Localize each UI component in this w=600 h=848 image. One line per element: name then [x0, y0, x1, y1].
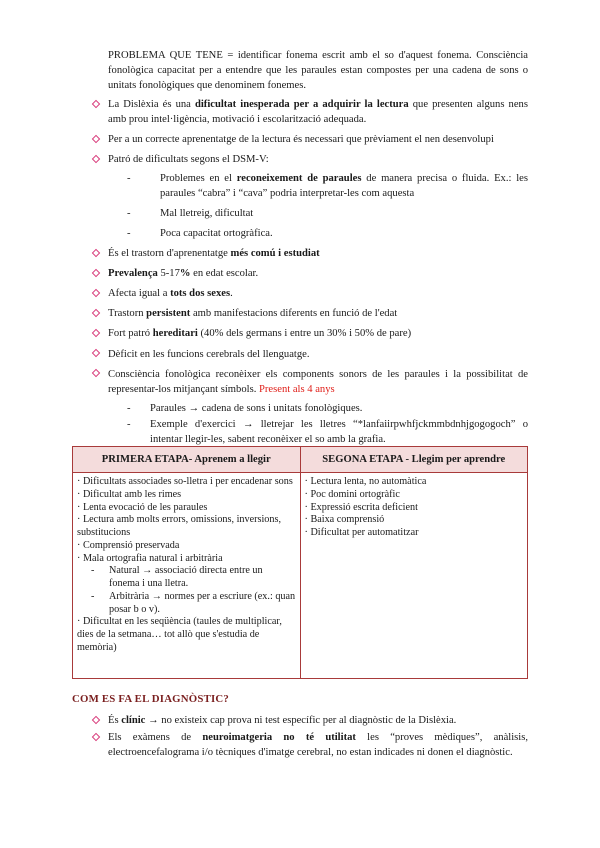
table-cell-primera: · Dificultats associades so-lletra i per encadenar sons · Dificultat amb les rimes · Lenta evocació de les paraules · Lectura amb molts errors, omissions, inversions, substitucions · Comprensió preservada · Mala ortografia natural i arbitrària - Natural → associació directa entre un fonema i una lletra. - Arbitrària → normes per a escriure (ex.: quan posar b o v). · Dificultat en les seqüència (taules de multiplicar, dies de la setmana… tot allò que s'estudia de memòria)	[73, 473, 301, 679]
sub-list-item: - Problemes en el reconeixement de paraules de manera precisa o fluida. Ex.: les paraules “cabra” i “cava” podria interpretar-les com aquesta	[127, 173, 528, 200]
diamond-bullet-icon	[92, 329, 100, 337]
table-header-row	[73, 447, 528, 473]
table-cell-segona: · Lectura lenta, no automàtica · Poc domini ortogràfic · Expressió escrita deficient · Baixa comprensió · Dificultat per automatitzar	[300, 473, 528, 679]
list-item: Dèficit en les funcions cerebrals del llenguatge.	[90, 347, 528, 362]
list-item: Fort patró hereditari (40% dels germans i entre un 30% i 50% de pare)	[90, 326, 528, 341]
list-item: És clínic → no existeix cap prova ni test específic per al diagnòstic de la Dislèxia.	[90, 713, 528, 728]
sub-list-item: - Paraules → cadena de sons i unitats fonològiques.	[127, 402, 363, 414]
list-item: Afecta igual a tots dos sexes.	[90, 286, 528, 301]
table-header-primera: PRIMERA ETAPA- Aprenem a llegir	[73, 447, 301, 473]
table-row	[73, 473, 528, 679]
sub-list	[108, 171, 528, 241]
sub-list-item: - Poca capacitat ortogràfica.	[127, 228, 273, 240]
diagnostic-content	[90, 713, 528, 762]
table-sub-item: - Arbitrària → normes per a escriure (ex.: quan posar b o v).	[91, 590, 296, 615]
diamond-bullet-icon	[92, 269, 100, 277]
table-header-segona: SEGONA ETAPA - Llegim per aprendre	[300, 447, 528, 473]
diamond-bullet-icon	[92, 154, 100, 162]
bullet-list	[90, 713, 528, 760]
stages-table	[72, 446, 528, 679]
bullet-list	[90, 97, 528, 447]
list-item: Per a un correcte aprenentatge de la lectura és necessari que prèviament el nen desenvolupi	[90, 132, 528, 147]
diamond-bullet-icon	[92, 309, 100, 317]
diamond-bullet-icon	[92, 99, 100, 107]
diamond-bullet-icon	[92, 249, 100, 257]
sub-list	[108, 401, 528, 447]
diamond-bullet-icon	[92, 732, 100, 740]
list-item: La Dislèxia és una dificultat inesperada per a adquirir la lectura que presenten alguns nens amb prou intel·ligència, motivació i escolarització adequada.	[90, 97, 528, 127]
diamond-bullet-icon	[92, 289, 100, 297]
list-item: Els exàmens de neuroimatgeria no té utilitat les “proves mèdiques”, anàlisis, electroencefalograma i/o tècniques d'imatge cerebral, no estan indicades ni donen el diagnòstic.	[90, 730, 528, 760]
list-item: Consciència fonològica reconèixer els components sonors de les paraules i la possibilitat de representar-los mitjançant símbols. Present als 4 anys - Paraules → cadena de sons i unitats fonològiques. - Exemple d'exercici → lletrejar les lletres “*lanfaiirpwhfjckmmbdnhjgogogoch” o intentar llegir-les, sabent reconèixer el so amb la grafia.	[90, 367, 528, 447]
sub-list-item: - Mal lletreig, dificultat	[127, 208, 254, 220]
diamond-bullet-icon	[92, 134, 100, 142]
list-item: És el trastorn d'aprenentatge més comú i estudiat	[90, 246, 528, 261]
table-sub-item: - Natural → associació directa entre un fonema i una lletra.	[91, 565, 263, 590]
diamond-bullet-icon	[92, 349, 100, 357]
sub-list-item: - Exemple d'exercici → lletrejar les lletres “*lanfaiirpwhfjckmmbdnhjgogogoch” o intentar llegir-les, sabent reconèixer el so amb la grafia.	[127, 418, 528, 445]
main-content	[90, 48, 528, 452]
section-heading-diagnostic: COM ES FA EL DIAGNÒSTIC?	[72, 693, 229, 705]
list-item: Patró de dificultats segons el DSM-V: - Problemes en el reconeixement de paraules de manera precisa o fluida. Ex.: les paraules “cabra” i “cava” podria interpretar-les com aquesta - Mal lletreig, dificultat - Poca capacitat ortogràfica.	[90, 152, 528, 241]
intro-paragraph: PROBLEMA QUE TENE = identificar fonema escrit amb el so d'aquest fonema. Consciència fonològica capacitat per a entendre que les paraules estan compostes per una cadena de sons o unitats fonològiques que denominem fonemes.	[108, 50, 528, 92]
diamond-bullet-icon	[92, 369, 100, 377]
list-item: Prevalença 5-17% en edat escolar.	[90, 266, 528, 281]
diamond-bullet-icon	[92, 715, 100, 723]
list-item: Trastorn persistent amb manifestacions diferents en funció de l'edat	[90, 306, 528, 321]
